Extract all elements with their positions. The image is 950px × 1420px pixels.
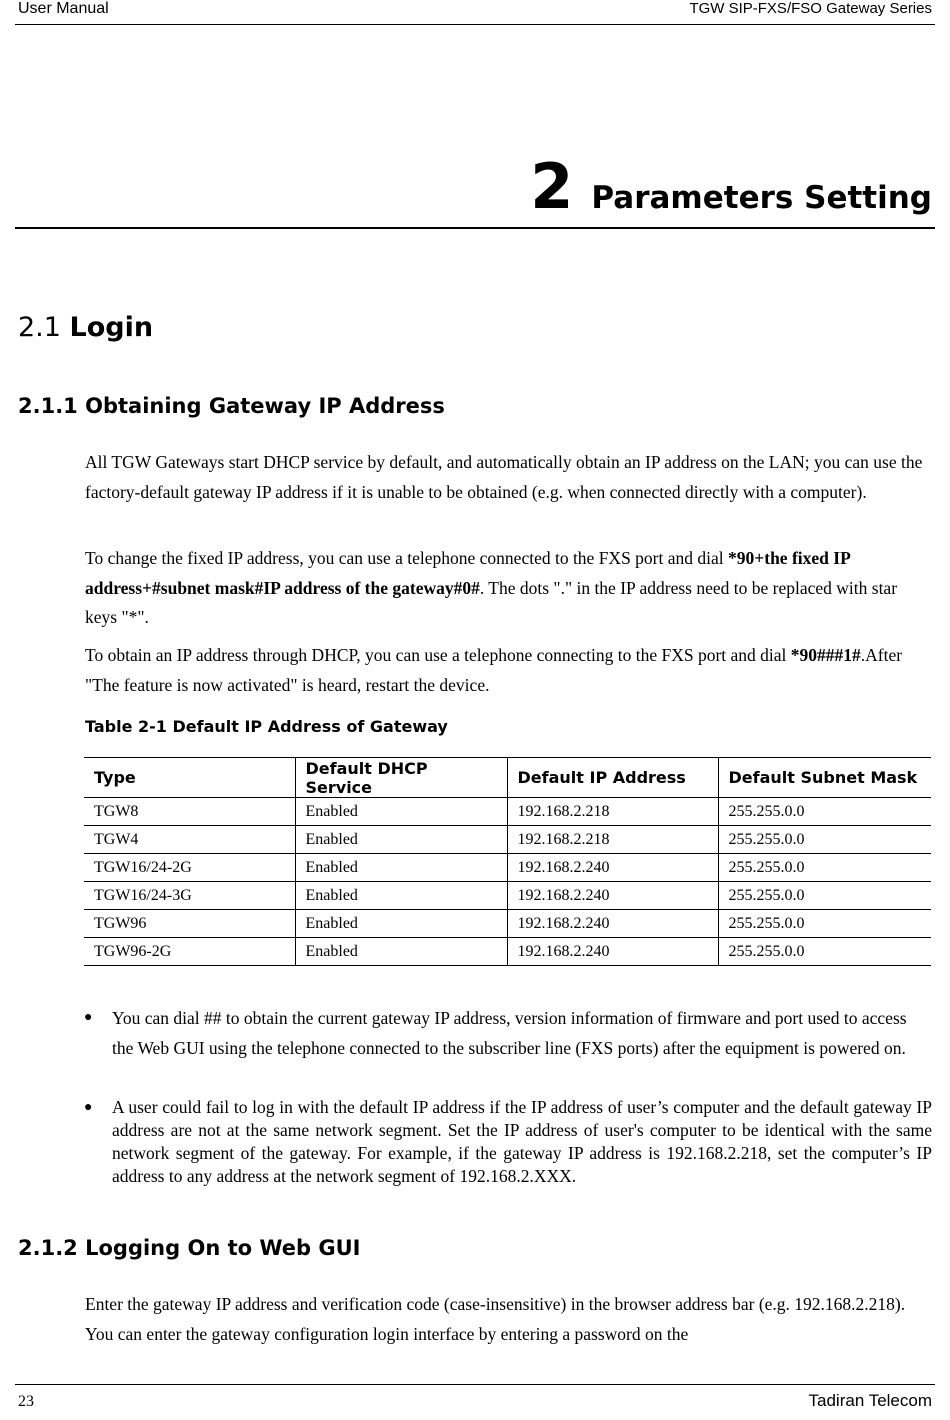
header-manual-title: User Manual: [18, 0, 109, 17]
cell-dhcp: Enabled: [295, 854, 507, 882]
table-row: [84, 938, 931, 966]
cell-type: TGW8: [84, 798, 295, 826]
cell-dhcp: Enabled: [295, 798, 507, 826]
footer-company: Tadiran Telecom: [808, 1391, 932, 1410]
cell-ip: 192.168.2.240: [507, 910, 718, 938]
cell-ip: 192.168.2.218: [507, 798, 718, 826]
column-header-ip: Default IP Address: [507, 758, 718, 798]
dial-code-dhcp: *90###1#: [790, 645, 861, 665]
footer-divider: [15, 1384, 935, 1385]
cell-type: TGW96-2G: [84, 938, 295, 966]
cell-ip: 192.168.2.240: [507, 854, 718, 882]
cell-mask: 255.255.0.0: [718, 798, 931, 826]
paragraph-text: .After "The feature is now activated" is heard, restart the device.: [85, 645, 903, 695]
cell-type: TGW96: [84, 910, 295, 938]
column-header-type: Type: [84, 758, 295, 798]
bullet-text: A user could fail to log in with the default IP address if the IP address of user’s computer and the default gateway IP address are not at the same network segment. Set the IP address of user's computer to be identical with the same network segment of the gateway. For example, if the gateway IP address is 192.168.2.218, set the computer’s IP address to any address at the network segment of 192.168.2.XXX.: [112, 1097, 932, 1186]
chapter-title: Parameters Setting: [591, 180, 932, 216]
section-number: 2.1: [18, 312, 61, 343]
table-caption: Table 2-1 Default IP Address of Gateway: [85, 717, 448, 736]
subsection-heading-obtaining-ip: 2.1.1 Obtaining Gateway IP Address: [18, 394, 445, 418]
table-row: [84, 826, 931, 854]
chapter-number: 2: [530, 150, 574, 223]
cell-ip: 192.168.2.240: [507, 882, 718, 910]
page-number: 23: [18, 1393, 34, 1410]
chapter-heading: [530, 150, 932, 223]
cell-type: TGW16/24-2G: [84, 854, 295, 882]
header-divider: [15, 24, 935, 25]
cell-ip: 192.168.2.218: [507, 826, 718, 854]
cell-dhcp: Enabled: [295, 826, 507, 854]
cell-dhcp: Enabled: [295, 938, 507, 966]
subsection-heading-web-gui: 2.1.2 Logging On to Web GUI: [18, 1236, 361, 1260]
cell-mask: 255.255.0.0: [718, 938, 931, 966]
paragraph-web-gui-login: Enter the gateway IP address and verification code (case-insensitive) in the browser address bar (e.g. 192.168.2.218). You can enter the gateway configuration login interface by entering a password on the: [85, 1294, 906, 1344]
table-row: [84, 882, 931, 910]
cell-type: TGW4: [84, 826, 295, 854]
bullet-item-network-segment: [84, 1096, 932, 1188]
cell-mask: 255.255.0.0: [718, 910, 931, 938]
bullet-item-dial-info: [84, 1003, 932, 1063]
paragraph-text: To change the fixed IP address, you can use a telephone connected to the FXS port and dial: [85, 548, 729, 568]
table-row: [84, 854, 931, 882]
cell-ip: 192.168.2.240: [507, 938, 718, 966]
table-header-row: [84, 758, 931, 798]
paragraph-obtain-dhcp: [85, 641, 925, 700]
paragraph-text: . The dots "." in the IP address need to be replaced with star keys "*".: [85, 577, 898, 627]
header-product-series: TGW SIP-FXS/FSO Gateway Series: [689, 0, 932, 17]
cell-dhcp: Enabled: [295, 910, 507, 938]
default-ip-table: [84, 757, 931, 966]
section-title: Login: [69, 312, 154, 343]
chapter-divider: [15, 227, 935, 229]
dial-code-fixed-ip: *90+the fixed IP address+#subnet mask#IP address of the gateway#0#: [85, 548, 850, 598]
bullet-icon: ●: [84, 1100, 93, 1115]
cell-dhcp: Enabled: [295, 882, 507, 910]
table-row: [84, 910, 931, 938]
cell-mask: 255.255.0.0: [718, 826, 931, 854]
paragraph-change-fixed-ip: [85, 544, 925, 633]
section-heading: [18, 312, 153, 343]
cell-mask: 255.255.0.0: [718, 854, 931, 882]
paragraph-text: To obtain an IP address through DHCP, you can use a telephone connecting to the FXS port and dial: [85, 645, 791, 665]
table-row: [84, 798, 931, 826]
cell-type: TGW16/24-3G: [84, 882, 295, 910]
column-header-mask: Default Subnet Mask: [718, 758, 931, 798]
column-header-dhcp: Default DHCP Service: [295, 758, 507, 798]
paragraph-dhcp-default: All TGW Gateways start DHCP service by default, and automatically obtain an IP address on the LAN; you can use the factory-default gateway IP address if it is unable to be obtained (e.g. when connected directly with a computer).: [85, 452, 923, 502]
bullet-text: You can dial ## to obtain the current gateway IP address, version information of firmware and port used to access the Web GUI using the telephone connected to the subscriber line (FXS ports) after the equipment is powered on.: [112, 1008, 907, 1058]
cell-mask: 255.255.0.0: [718, 882, 931, 910]
bullet-icon: ●: [84, 1010, 93, 1025]
